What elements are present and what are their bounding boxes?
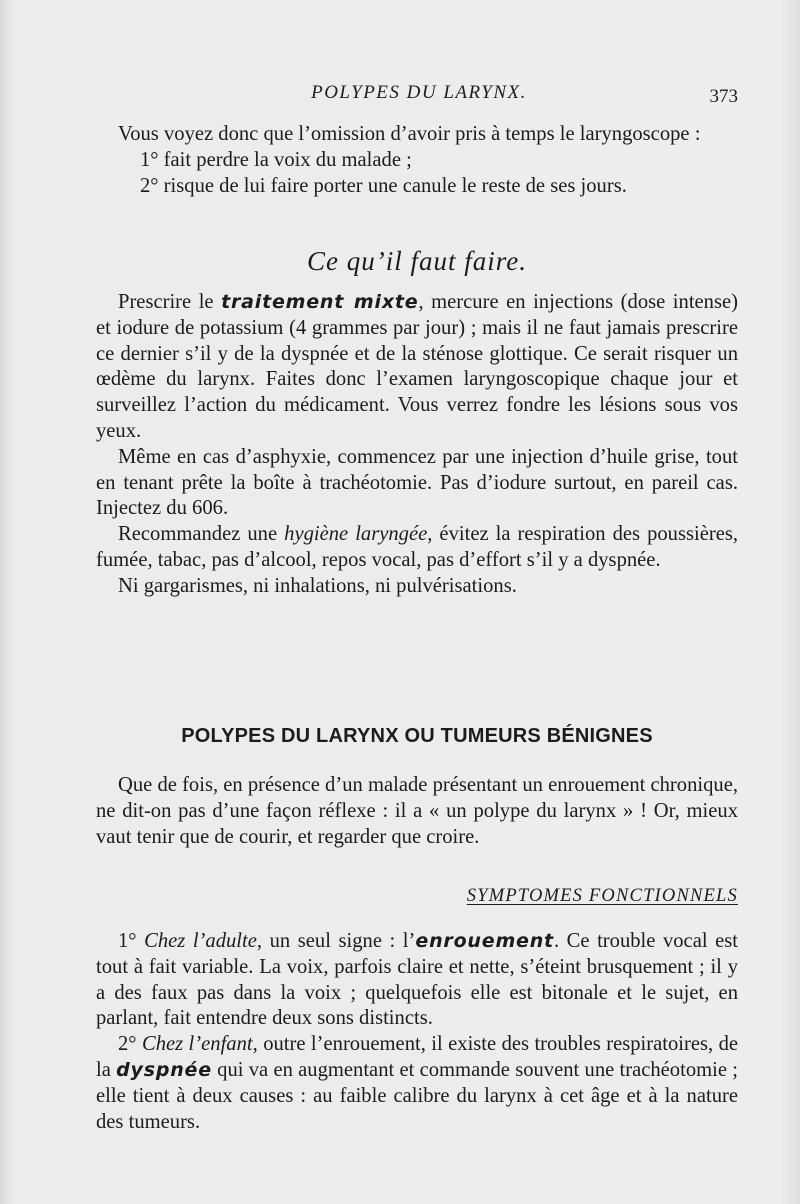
intro-item-2: 2° risque de lui faire porter une canule le reste de ses jours. xyxy=(140,174,627,197)
treatment-paragraph-3 xyxy=(96,522,738,574)
text-run: . Ce trouble vocal est tout à fait variable. La voix, parfois claire et nette, s’éteint brusquement ; il y a des faux pas dans la voix ; quelquefois elle est bitonale et le sujet, en parlant, fait entendre deux sons distincts. xyxy=(96,930,738,1030)
intro-item-1: 1° fait perdre la voix du malade ; xyxy=(140,148,412,171)
running-title: POLYPES DU LARYNX. xyxy=(311,82,527,103)
text-run: , évitez la respiration des poussières, fumée, tabac, pas d’alcool, repos vocal, pas d’effort s’il y a dyspnée. xyxy=(96,523,739,571)
list-number: 1° xyxy=(118,930,145,952)
section-heading: POLYPES DU LARYNX OU TUMEURS BÉNIGNES xyxy=(181,725,653,747)
text-run: , un seul signe : l’ xyxy=(256,930,416,952)
symptoms-heading: SYMPTOMES FONCTIONNELS xyxy=(466,886,738,906)
italic-term: hygiène laryngée xyxy=(284,523,428,546)
page-header xyxy=(96,82,742,116)
section-intro-block xyxy=(96,773,738,850)
list-number: 2° xyxy=(118,1033,142,1056)
intro-sentence: Vous voyez donc que l’omission d’avoir pris à temps le laryngoscope : xyxy=(118,123,701,145)
treatment-paragraph-1 xyxy=(96,290,738,445)
page-number: 373 xyxy=(709,86,738,107)
emphasized-term: enrouement xyxy=(415,930,554,952)
intro-block xyxy=(96,122,738,199)
treatment-paragraph-2: Même en cas d’asphyxie, commencez par une injection d’huile grise, tout en tenant prête la boîte à trachéotomie. Pas d’iodure surtout, en pareil cas. Injectez du 606. xyxy=(96,445,738,520)
text-run: qui va en augmentant et commande souvent une trachéotomie ; elle tient à deux causes : au faible calibre du larynx à cet âge et à la nature des tumeurs. xyxy=(96,1058,738,1133)
emphasized-term: traitement mixte xyxy=(221,291,419,313)
text-run: , mercure en injections (dose intense) et iodure de potassium (4 grammes par jour) ; mais il ne faut jamais prescrire ce dernier s’il y de la dyspnée et de la sténose glottique. Ce serait risquer un œdème du larynx. Faites donc l’examen laryngoscopique chaque jour et surveillez l’action du médicament. Vous verrez fondre les lésions sous vos yeux. xyxy=(96,291,738,442)
treatment-block xyxy=(96,290,738,600)
text-run: , outre l’enrouement, il existe des troubles respiratoires, de la xyxy=(96,1033,739,1081)
symptoms-block xyxy=(96,929,738,1135)
symptom-adult-paragraph xyxy=(96,929,738,1032)
text-run: Prescrire le xyxy=(118,291,222,313)
italic-term: Chez l’enfant xyxy=(141,1033,253,1056)
symptom-child-paragraph xyxy=(96,1032,738,1135)
section-intro-paragraph: Que de fois, en présence d’un malade présentant un enrouement chronique, ne dit-on pas d’une façon réflexe : il a « un polype du larynx » ! Or, mieux vaut tenir que de courir, et regarder que croire. xyxy=(96,774,738,848)
italic-term: Chez l’adulte xyxy=(144,930,257,952)
emphasized-term: dyspnée xyxy=(116,1058,212,1081)
treatment-heading: Ce qu’il faut faire. xyxy=(307,246,527,276)
treatment-paragraph-4: Ni gargarismes, ni inhalations, ni pulvérisations. xyxy=(118,574,517,597)
text-run: Recommandez une xyxy=(118,523,285,546)
